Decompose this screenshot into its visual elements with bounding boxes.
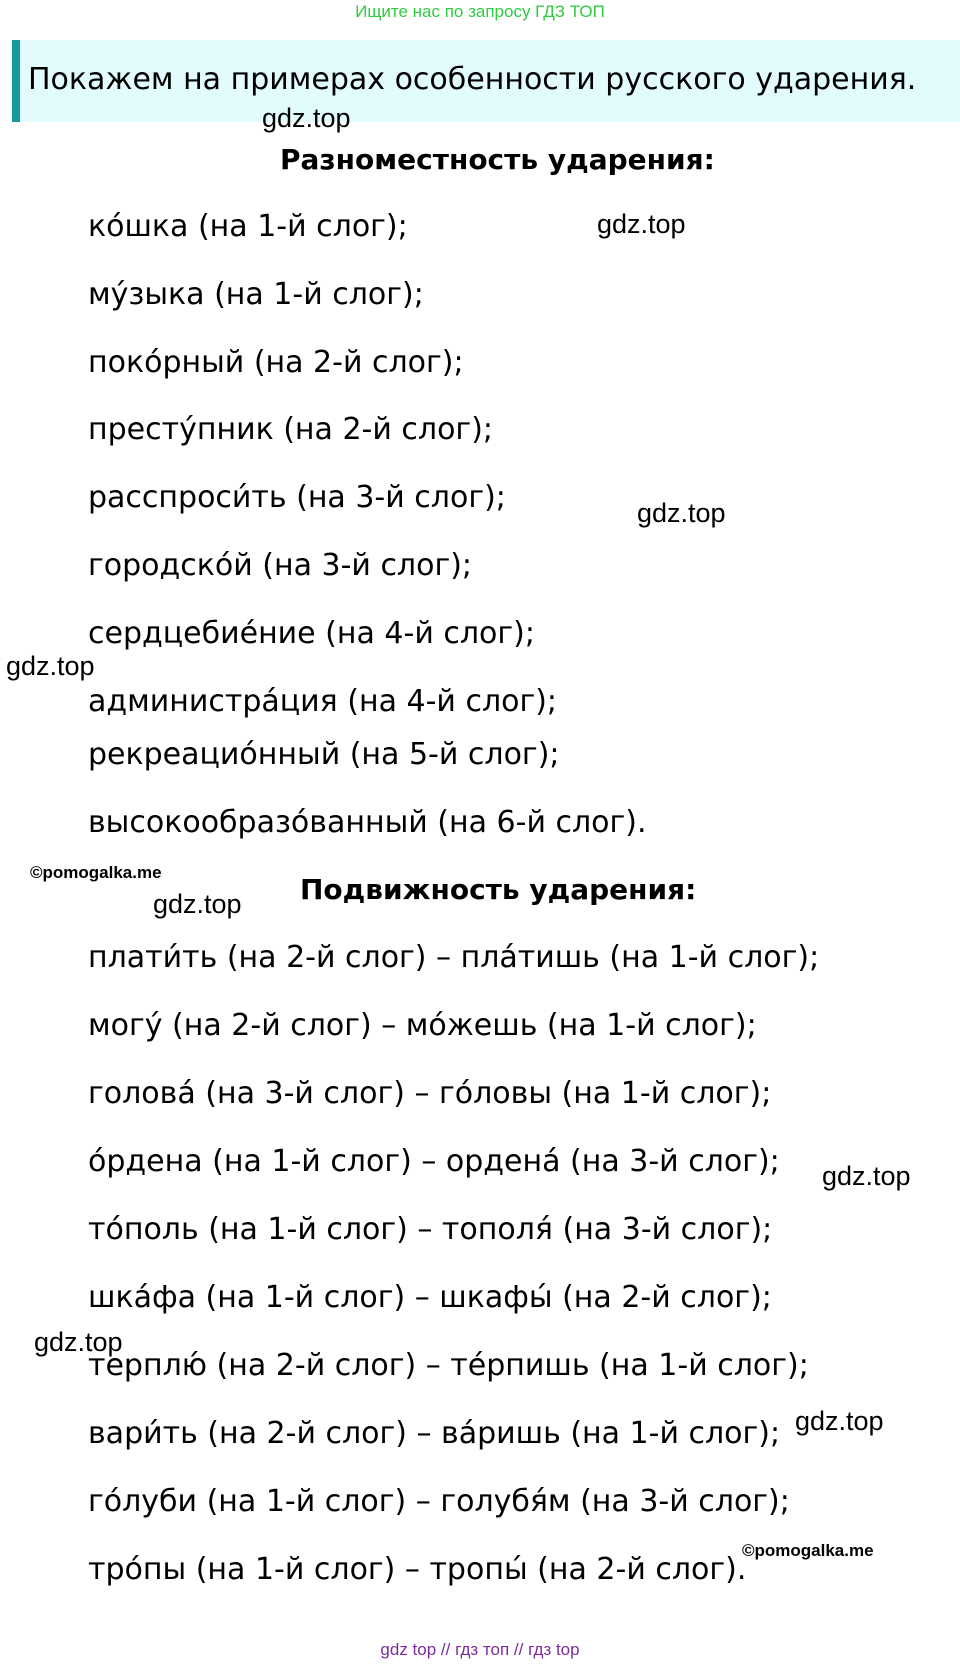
list-item: голова́ (на 3-й слог) – го́ловы (на 1-й слог); [88,1076,772,1111]
list-item: тро́пы (на 1-й слог) – тропы́ (на 2-й слог). [88,1552,747,1587]
list-item: вари́ть (на 2-й слог) – ва́ришь (на 1-й слог); [88,1416,781,1451]
section-heading-stress-placement: Разноместность ударения: [280,143,715,176]
list-item: то́поль (на 1-й слог) – тополя́ (на 3-й слог); [88,1212,773,1247]
list-item: му́зыка (на 1-й слог); [88,277,424,312]
watermark: gdz.top [34,1327,123,1357]
watermark: gdz.top [6,651,95,681]
top-banner: Ищите нас по запросу ГДЗ ТОП [355,2,605,21]
watermark: gdz.top [597,209,686,239]
list-item: поко́рный (на 2-й слог); [88,345,464,380]
watermark: gdz.top [795,1406,884,1436]
list-item: терплю́ (на 2-й слог) – те́рпишь (на 1-й слог); [88,1348,809,1383]
list-item: престу́пник (на 2-й слог); [88,412,493,447]
section-heading-stress-mobility: Подвижность ударения: [300,873,697,906]
list-item: высокообразо́ванный (на 6-й слог). [88,805,647,840]
list-item: рекреацио́нный (на 5-й слог); [88,737,560,772]
list-item: расспроси́ть (на 3-й слог); [88,480,506,515]
watermark: gdz.top [637,498,726,528]
footer-links: gdz top // гдз топ // гдз top [380,1640,580,1659]
watermark: gdz.top [822,1161,911,1191]
list-item: го́луби (на 1-й слог) – голубя́м (на 3-й слог); [88,1484,790,1519]
page-title: Покажем на примерах особенности русского ударения. [28,62,917,97]
list-item: могу́ (на 2-й слог) – мо́жешь (на 1-й слог); [88,1008,757,1043]
list-item: сердцебие́ние (на 4-й слог); [88,616,535,651]
copyright-label: ©pomogalka.me [30,863,162,882]
list-item: администра́ция (на 4-й слог); [88,684,558,719]
list-item: плати́ть (на 2-й слог) – пла́тишь (на 1-й слог); [88,940,820,975]
watermark: gdz.top [153,889,242,919]
list-item: городско́й (на 3-й слог); [88,548,473,583]
title-accent-bar [12,40,20,122]
watermark: gdz.top [262,103,351,133]
copyright-label: ©pomogalka.me [742,1541,874,1560]
list-item: ко́шка (на 1-й слог); [88,209,408,244]
list-item: шка́фа (на 1-й слог) – шкафы́ (на 2-й слог); [88,1280,772,1315]
title-box [12,40,960,122]
list-item: о́рдена (на 1-й слог) – ордена́ (на 3-й слог); [88,1144,780,1179]
